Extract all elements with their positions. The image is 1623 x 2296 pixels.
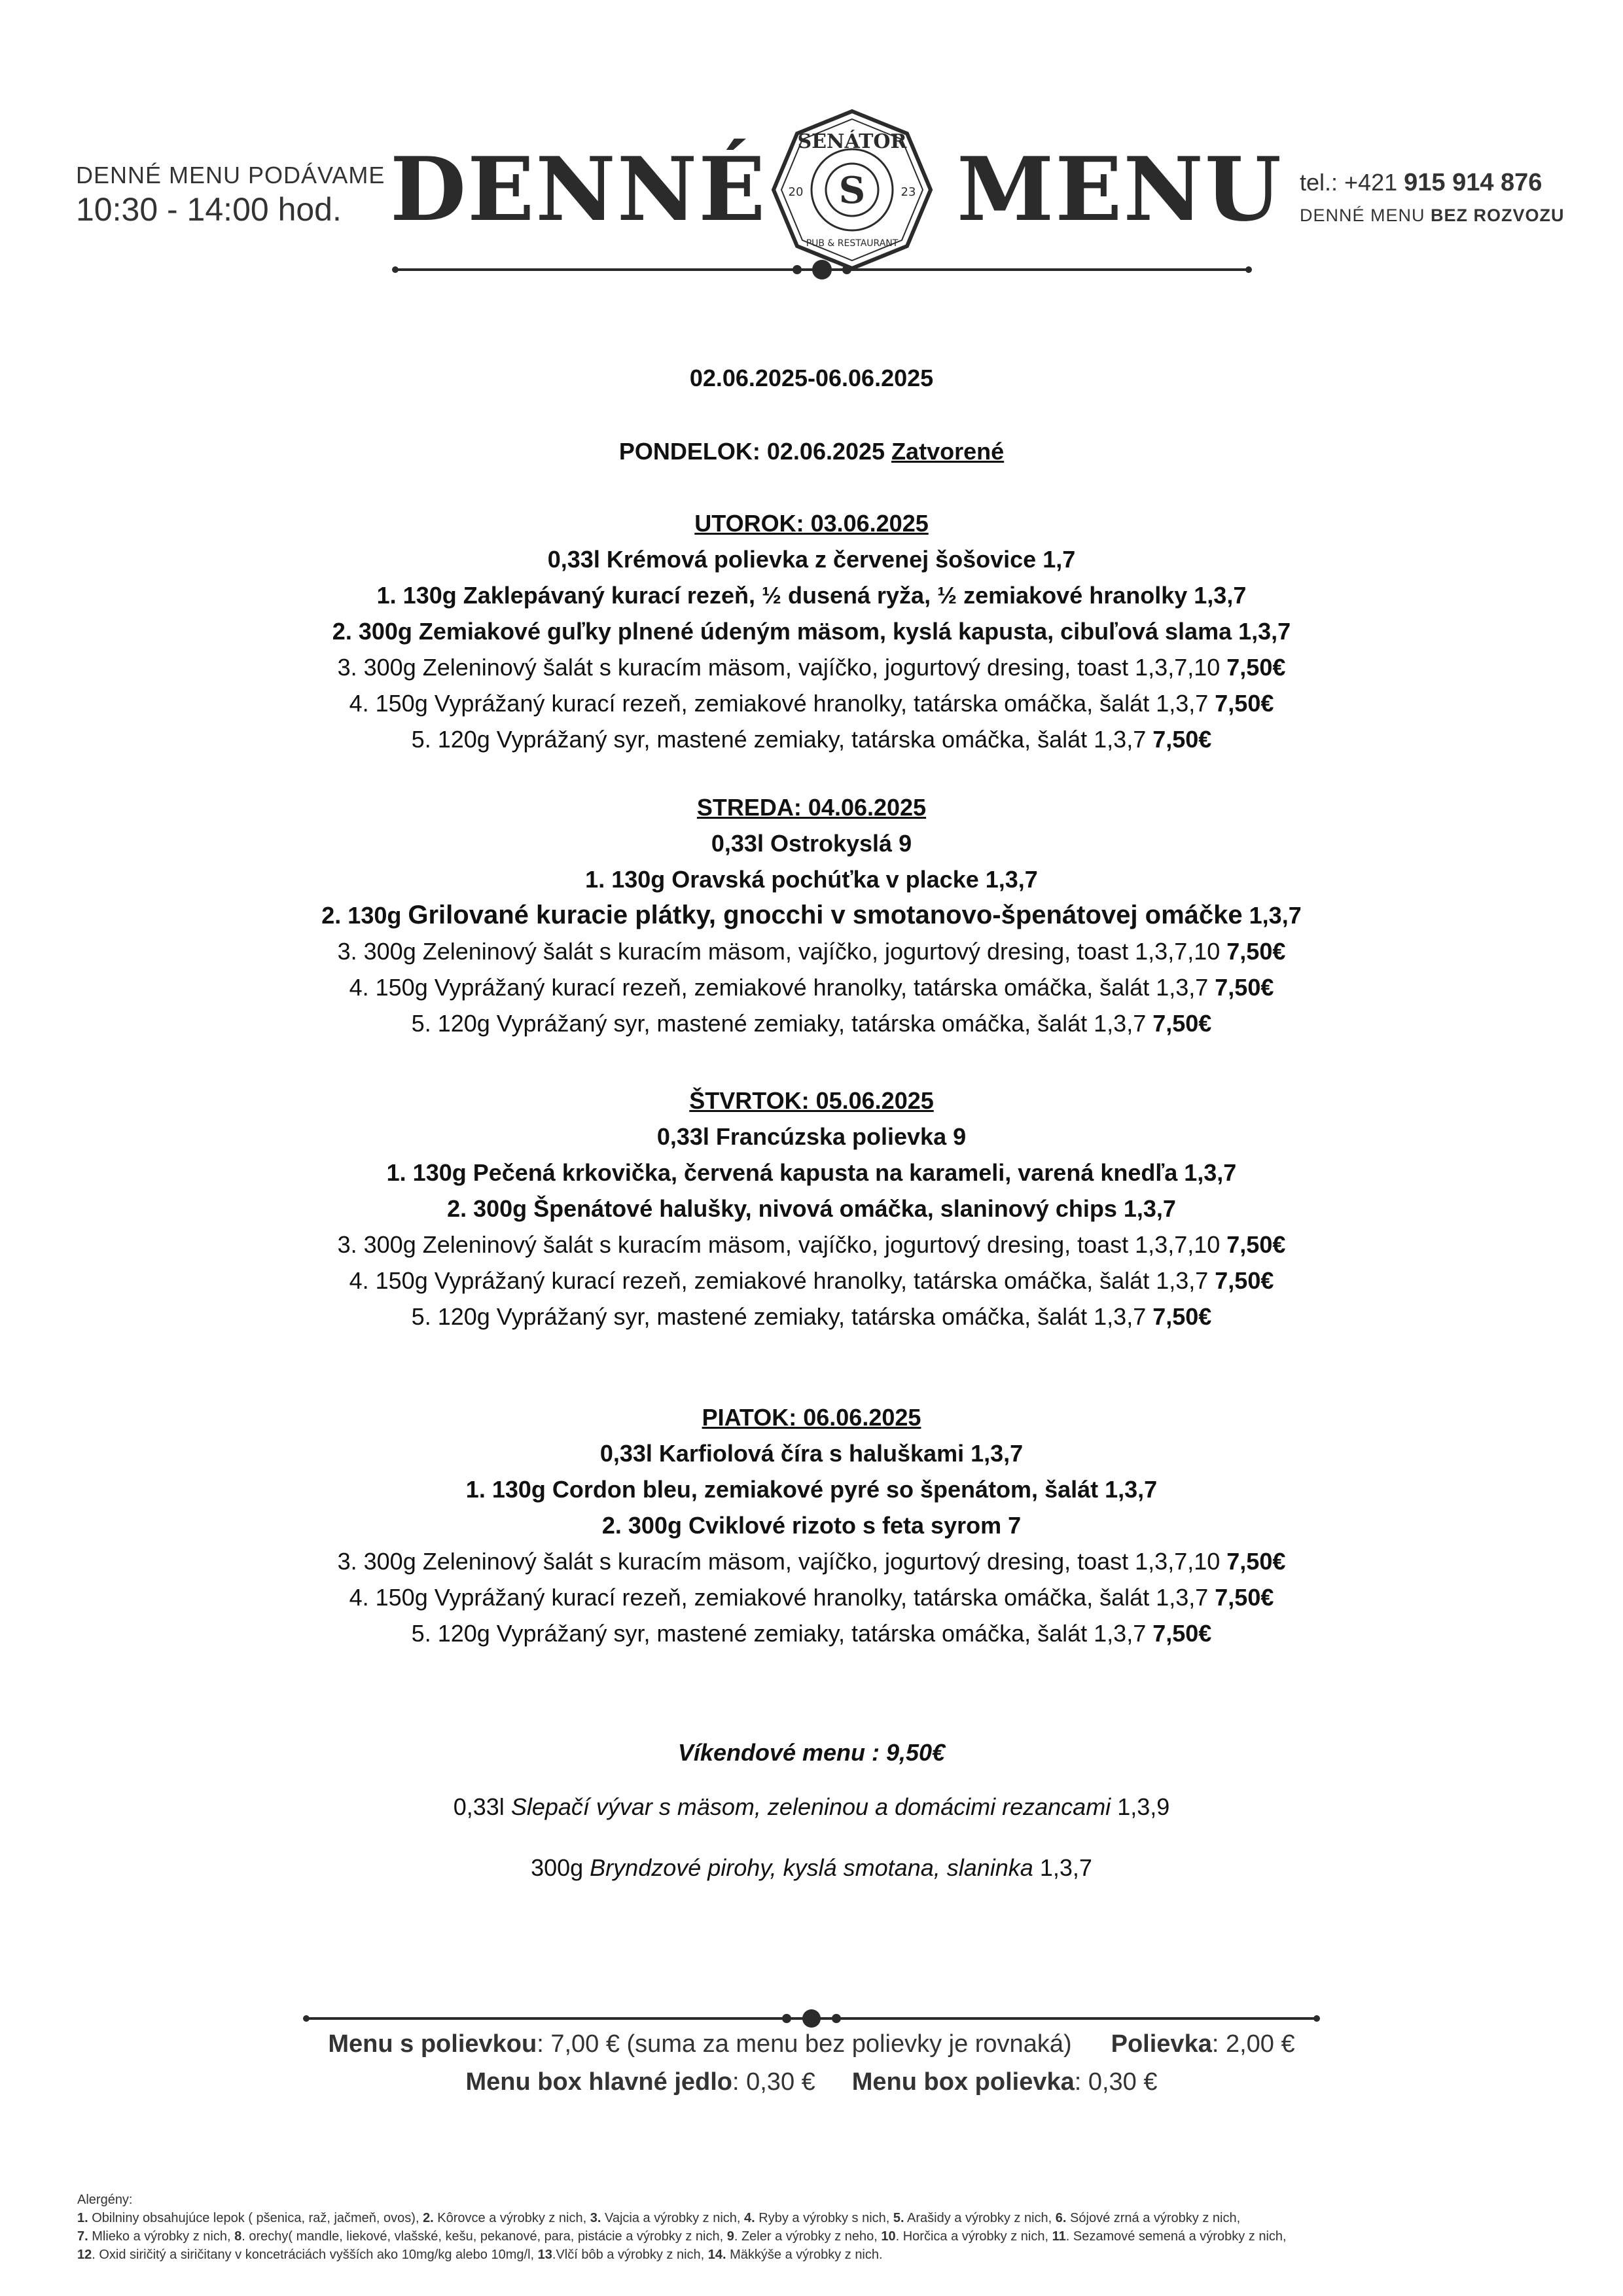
allergen-num: 11	[1052, 2229, 1066, 2244]
allergen-text: . Zeler a výrobky z neho,	[734, 2229, 882, 2244]
monday-line	[98, 433, 1525, 469]
logo-year-right: 23	[901, 185, 916, 199]
tuesday-meal-4	[98, 685, 1525, 721]
delivery-note: BEZ ROZVOZU	[1431, 206, 1565, 225]
tuesday-meal-5-text: 5. 120g Vyprážaný syr, mastené zemiaky, tatárska omáčka, šalát 1,3,7	[411, 726, 1153, 753]
wednesday-meal-5-price: 7,50€	[1152, 1010, 1212, 1037]
serving-hours: 10:30 - 14:00 hod.	[76, 191, 342, 228]
friday-meal-3-text: 3. 300g Zeleninový šalát s kuracím mäsom, vajíčko, jogurtový dresing, toast 1,3,7,10	[337, 1548, 1227, 1575]
friday-meal-3	[98, 1543, 1525, 1579]
wednesday-meal-2	[98, 897, 1525, 933]
allergens-legend	[77, 2191, 1569, 2264]
logo-sub: PUB & RESTAURANT	[806, 238, 899, 249]
weekend-main-allergens: 1,3,7	[1033, 1854, 1092, 1881]
weekend-soup-name: Slepačí vývar s mäsom, zeleninou a domácimi rezancami	[510, 1793, 1111, 1820]
serving-label: DENNÉ MENU PODÁVAME	[76, 162, 385, 188]
wednesday-meal-3	[98, 933, 1525, 969]
friday-soup: 0,33l Karfiolová číra s haluškami 1,3,7	[599, 1440, 1024, 1467]
weekend-soup	[98, 1789, 1525, 1825]
thursday-meal-3-price: 7,50€	[1226, 1231, 1286, 1258]
tuesday-meal-2: 2. 300g Zemiakové guľky plnené údeným mäsom, kyslá kapusta, cibuľová slama 1,3,7	[332, 618, 1291, 645]
friday-meal-4-text: 4. 150g Vyprážaný kurací rezeň, zemiakové hranolky, tatárska omáčka, šalát 1,3,7	[349, 1584, 1215, 1611]
friday-section	[98, 1399, 1525, 1651]
friday-title: PIATOK: 06.06.2025	[702, 1404, 921, 1431]
wednesday-meal-5	[98, 1005, 1525, 1041]
soup-price-label: Polievka	[1111, 2030, 1212, 2058]
tuesday-meal-4-text: 4. 150g Vyprážaný kurací rezeň, zemiakové hranolky, tatárska omáčka, šalát 1,3,7	[349, 690, 1215, 717]
soup-price-value: : 2,00 €	[1211, 2030, 1295, 2058]
wednesday-meal-3-price: 7,50€	[1226, 938, 1286, 965]
allergen-text: Ryby a výrobky s nich,	[755, 2211, 893, 2225]
menu-soup-value: : 7,00 € (suma za menu bez polievky je rovnaká)	[537, 2030, 1072, 2058]
wednesday-meal-2-allergens: 1,3,7	[1242, 902, 1302, 929]
phone-prefix: tel.: +421	[1300, 169, 1404, 196]
allergen-num: 7.	[77, 2229, 88, 2244]
box-main-label: Menu box hlavné jedlo	[465, 2068, 732, 2096]
box-main-value: : 0,30 €	[732, 2068, 815, 2096]
thursday-section	[98, 1083, 1525, 1335]
pricing-line-1	[0, 2030, 1623, 2058]
thursday-meal-4-price: 7,50€	[1215, 1267, 1274, 1294]
thursday-meal-5-price: 7,50€	[1152, 1303, 1212, 1330]
allergen-num: 3.	[590, 2211, 601, 2225]
title-right: MENU	[957, 137, 1283, 241]
allergens-line-3	[77, 2246, 1569, 2264]
allergen-text: Mäkkýše a výrobky z nich.	[726, 2248, 883, 2262]
friday-meal-5-text: 5. 120g Vyprážaný syr, mastené zemiaky, tatárska omáčka, šalát 1,3,7	[411, 1620, 1153, 1647]
weekend-section	[98, 1734, 1525, 1886]
allergen-text: .Vlčí bôb a výrobky z nich,	[552, 2248, 708, 2262]
weekend-soup-size: 0,33l	[453, 1793, 511, 1820]
allergen-num: 1.	[77, 2211, 88, 2225]
wednesday-meal-2-prefix: 2. 130g	[321, 902, 408, 929]
monday-section	[98, 433, 1525, 469]
wednesday-section	[98, 789, 1525, 1041]
wednesday-meal-4	[98, 969, 1525, 1005]
monday-label: PONDELOK: 02.06.2025	[618, 438, 892, 465]
monday-status: Zatvorené	[891, 438, 1005, 465]
allergen-text: Vajcia a výrobky z nich,	[601, 2211, 745, 2225]
thursday-soup: 0,33l Francúzska polievka 9	[656, 1123, 967, 1150]
weekend-title: Víkendové menu : 9,50€	[677, 1739, 946, 1766]
allergen-text: Kôrovce a výrobky z nich,	[433, 2211, 590, 2225]
week-header	[98, 360, 1525, 396]
allergen-num: 9	[726, 2229, 734, 2244]
allergen-text: Arašidy a výrobky z nich,	[904, 2211, 1056, 2225]
allergen-text: . Sezamové semená a výrobky z nich,	[1065, 2229, 1287, 2244]
wednesday-meal-5-text: 5. 120g Vyprážaný syr, mastené zemiaky, tatárska omáčka, šalát 1,3,7	[411, 1010, 1153, 1037]
thursday-meal-5-text: 5. 120g Vyprážaný syr, mastené zemiaky, tatárska omáčka, šalát 1,3,7	[411, 1303, 1153, 1330]
weekend-soup-allergens: 1,3,9	[1111, 1793, 1170, 1820]
friday-meal-2: 2. 300g Cviklové rizoto s feta syrom 7	[601, 1512, 1022, 1539]
allergen-text: . Horčica a výrobky z nich,	[895, 2229, 1052, 2244]
allergen-num: 13	[537, 2248, 552, 2262]
senator-logo	[770, 107, 935, 272]
friday-meal-5-price: 7,50€	[1152, 1620, 1212, 1647]
tuesday-meal-3	[98, 649, 1525, 685]
phone-number: 915 914 876	[1404, 169, 1543, 196]
allergen-num: 5.	[893, 2211, 904, 2225]
allergen-text: Obilniny obsahujúce lepok ( pšenica, raž, jačmeň, ovos),	[88, 2211, 423, 2225]
friday-meal-4	[98, 1579, 1525, 1615]
title-left: DENNÉ	[390, 137, 767, 241]
thursday-meal-2: 2. 300g Špenátové halušky, nivová omáčka, slaninový chips 1,3,7	[447, 1195, 1176, 1222]
thursday-meal-1: 1. 130g Pečená krkovička, červená kapusta na karameli, varená knedľa 1,3,7	[386, 1159, 1237, 1186]
serving-info	[76, 161, 385, 229]
thursday-meal-3-text: 3. 300g Zeleninový šalát s kuracím mäsom, vajíčko, jogurtový dresing, toast 1,3,7,10	[337, 1231, 1227, 1258]
tuesday-meal-5	[98, 721, 1525, 757]
menu-soup-label: Menu s polievkou	[328, 2030, 537, 2058]
tuesday-soup: 0,33l Krémová polievka z červenej šošovice 1,7	[547, 546, 1076, 573]
allergen-num: 10	[881, 2229, 896, 2244]
allergen-num: 6.	[1055, 2211, 1067, 2225]
allergens-line-2	[77, 2227, 1569, 2246]
allergen-num: 2.	[423, 2211, 434, 2225]
weekend-main-size: 300g	[531, 1854, 590, 1881]
logo-name: SENÁTOR	[797, 130, 907, 153]
box-soup-value: : 0,30 €	[1074, 2068, 1158, 2096]
wednesday-meal-4-text: 4. 150g Vyprážaný kurací rezeň, zemiakové hranolky, tatárska omáčka, šalát 1,3,7	[349, 974, 1215, 1001]
wednesday-meal-1: 1. 130g Oravská pochúťka v placke 1,3,7	[585, 866, 1038, 893]
friday-meal-4-price: 7,50€	[1215, 1584, 1274, 1611]
week-range: 02.06.2025-06.06.2025	[689, 365, 934, 391]
allergen-num: 8	[234, 2229, 242, 2244]
delivery-line	[1300, 198, 1565, 233]
friday-meal-5	[98, 1615, 1525, 1651]
wednesday-meal-3-text: 3. 300g Zeleninový šalát s kuracím mäsom, vajíčko, jogurtový dresing, toast 1,3,7,10	[337, 938, 1227, 965]
tuesday-meal-1: 1. 130g Zaklepávaný kurací rezeň, ½ dusená ryža, ½ zemiakové hranolky 1,3,7	[376, 582, 1247, 609]
logo-year-left: 20	[788, 185, 804, 199]
thursday-title: ŠTVRTOK: 05.06.2025	[689, 1087, 934, 1114]
contact-info	[1300, 168, 1565, 233]
allergen-num: 4.	[744, 2211, 755, 2225]
allergen-text: Sójové zrná a výrobky z nich,	[1066, 2211, 1241, 2225]
allergen-text: . orechy( mandle, liekové, vlašské, kešu, pekanové, para, pistácie a výrobky z nich,	[241, 2229, 727, 2244]
tuesday-meal-3-text: 3. 300g Zeleninový šalát s kuracím mäsom, vajíčko, jogurtový dresing, toast 1,3,7,10	[337, 654, 1227, 681]
thursday-meal-4-text: 4. 150g Vyprážaný kurací rezeň, zemiakové hranolky, tatárska omáčka, šalát 1,3,7	[349, 1267, 1215, 1294]
thursday-meal-5	[98, 1299, 1525, 1335]
allergens-heading: Alergény:	[77, 2193, 133, 2207]
allergen-text: Mlieko a výrobky z nich,	[88, 2229, 235, 2244]
wednesday-meal-2-main: Grilované kuracie plátky, gnocchi v smotanovo-špenátovej omáčke	[408, 901, 1243, 929]
tuesday-section	[98, 505, 1525, 757]
tuesday-meal-5-price: 7,50€	[1152, 726, 1212, 753]
header-divider	[390, 253, 1254, 287]
weekend-main-name: Bryndzové pirohy, kyslá smotana, slaninka	[590, 1854, 1033, 1881]
phone-line	[1300, 168, 1565, 198]
wednesday-soup: 0,33l Ostrokyslá 9	[711, 830, 912, 857]
delivery-prefix: DENNÉ MENU	[1300, 206, 1431, 225]
wednesday-title: STREDA: 04.06.2025	[696, 794, 927, 821]
tuesday-meal-4-price: 7,50€	[1215, 690, 1274, 717]
tuesday-meal-3-price: 7,50€	[1226, 654, 1286, 681]
allergens-line-1	[77, 2209, 1569, 2227]
allergen-num: 12	[77, 2248, 92, 2262]
pricing-line-2	[0, 2068, 1623, 2096]
allergen-num: 14.	[707, 2248, 726, 2262]
box-soup-label: Menu box polievka	[851, 2068, 1075, 2096]
logo-letter: S	[838, 169, 866, 212]
thursday-meal-3	[98, 1227, 1525, 1263]
weekend-main	[98, 1850, 1525, 1886]
wednesday-meal-4-price: 7,50€	[1215, 974, 1274, 1001]
friday-meal-3-price: 7,50€	[1226, 1548, 1286, 1575]
tuesday-title: UTOROK: 03.06.2025	[694, 510, 929, 537]
allergen-text: . Oxid siričitý a siričitany v koncetráciách vyšších ako 10mg/kg alebo 10mg/l,	[92, 2248, 538, 2262]
friday-meal-1: 1. 130g Cordon bleu, zemiakové pyré so špenátom, šalát 1,3,7	[465, 1476, 1158, 1503]
thursday-meal-4	[98, 1263, 1525, 1299]
